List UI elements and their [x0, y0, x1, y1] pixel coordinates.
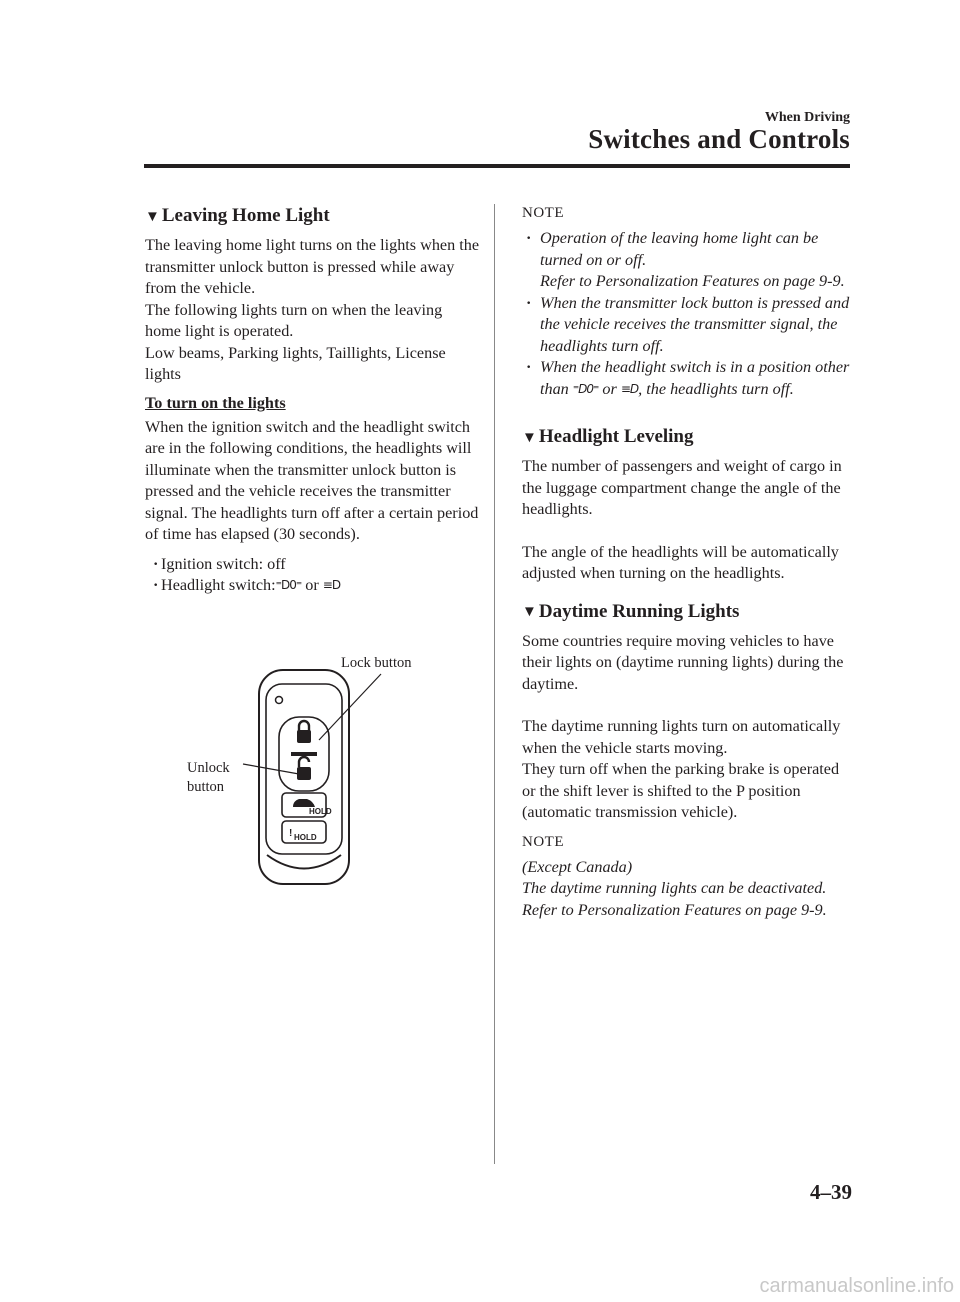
header-rule — [144, 164, 850, 168]
note-item-1-text: Operation of the leaving home light can be turned on or off. — [540, 229, 819, 269]
drl-paragraph-2: The daytime running lights turn on automatically when the vehicle starts moving. — [522, 717, 841, 757]
note-item-3 — [522, 357, 854, 400]
note-item-1 — [522, 228, 854, 293]
note-or-text: or — [602, 379, 617, 398]
heading-leaving-home-light — [145, 205, 480, 227]
note-item-1-ref: Refer to Personalization Features on page 9-9. — [540, 272, 845, 290]
note-label-1: NOTE — [522, 205, 564, 221]
condition-ignition: · Ignition switch: off — [153, 554, 480, 576]
page-number: 4–39 — [810, 1180, 852, 1204]
or-text: or — [305, 576, 319, 594]
headlight-symbol-icon: ≡D — [322, 578, 341, 592]
note2-line-3: Refer to Personalization Features on page 9-9. — [522, 900, 827, 919]
section-triangle-icon: ▼ — [522, 604, 537, 620]
drl-paragraph-1: Some countries require moving vehicles to have their lights on (daytime running lights) during the daytime. — [522, 631, 844, 693]
drl-paragraph-3: They turn off when the parking brake is operated or the shift lever is shifted to the P position (automatic transmission vehicle). — [522, 760, 840, 821]
right-column — [522, 205, 854, 921]
lock-button-label: Lock button — [341, 655, 412, 671]
parking-light-symbol-icon: ⁼D0⁼ — [275, 578, 302, 592]
note-item-3-tail: , the headlights turn off. — [638, 379, 794, 398]
hold-label-panic: HOLD — [294, 833, 317, 842]
leaving-paragraph-1: The leaving home light turns on the lights when the transmitter unlock button is pressed while away from the vehicle. — [145, 236, 480, 297]
note-list-1 — [522, 228, 854, 400]
heading-text: Leaving Home Light — [161, 205, 330, 226]
note-label-2: NOTE — [522, 833, 564, 850]
section-triangle-icon: ▼ — [145, 208, 160, 225]
leaving-paragraph-3: Low beams, Parking lights, Taillights, License lights — [145, 343, 446, 383]
column-divider — [494, 204, 495, 1164]
unlock-button-label-line2: button — [187, 779, 225, 795]
hold-label-trunk: HOLD — [309, 807, 332, 816]
note-item-2: · When the transmitter lock button is pressed and the vehicle receives the transmitter signal, the headlights turn off. — [522, 293, 854, 358]
turn-on-paragraph: When the ignition switch and the headlight switch are in the following conditions, the headlights will illuminate when the transmitter unlock button is pressed and the vehicle receives the transmitter signal. The headlights turn off after a certain period of time has elapsed (30 seconds). — [145, 417, 479, 543]
panic-exclamation-icon: ! — [289, 828, 293, 839]
unlock-button-label-line1: Unlock — [187, 760, 230, 776]
headlight-symbol-icon: ≡D — [620, 381, 639, 396]
leveling-paragraph-2: The angle of the headlights will be automatically adjusted when turning on the headlights. — [522, 542, 839, 582]
heading-text: Headlight Leveling — [538, 426, 694, 447]
leveling-paragraph-1: The number of passengers and weight of cargo in the luggage compartment change the angle of the headlights. — [522, 457, 842, 518]
note2-line-1: (Except Canada) — [522, 857, 633, 876]
section-title: Switches and Controls — [588, 124, 850, 154]
heading-headlight-leveling — [522, 426, 854, 448]
conditions-list — [153, 554, 480, 597]
key-fob-figure — [183, 650, 443, 890]
section-triangle-icon: ▼ — [522, 429, 537, 446]
left-column — [145, 205, 480, 597]
subheading-turn-on: To turn on the lights — [145, 393, 286, 412]
heading-text: Daytime Running Lights — [538, 600, 740, 622]
parking-light-symbol-icon: ⁼D0⁼ — [572, 381, 599, 396]
condition-headlight-label: Headlight switch: — [161, 576, 276, 594]
condition-headlight — [153, 575, 480, 597]
note2-line-2: The daytime running lights can be deactivated. — [522, 879, 827, 897]
watermark: carmanualsonline.info — [759, 1275, 954, 1297]
note-item-3-text: When the headlight switch is in a position other than — [540, 358, 850, 398]
section-kicker: When Driving — [764, 110, 850, 125]
heading-daytime-running-lights — [522, 601, 854, 623]
leaving-paragraph-2: The following lights turn on when the leaving home light is operated. — [145, 300, 443, 340]
